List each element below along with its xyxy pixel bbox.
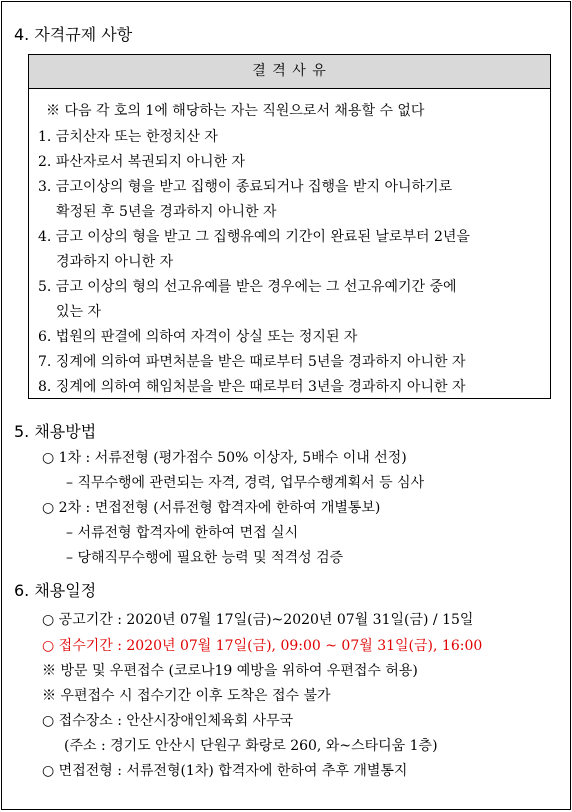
box-header: 결 격 사 유 — [29, 55, 550, 89]
disq-item-6: 6. 법원의 판결에 의하여 자격이 상실 또는 정지된 자 — [38, 329, 358, 345]
disq-item-5-cont: 있는 자 — [56, 304, 102, 320]
schedule-note-mail-deadline: ※ 우편접수 시 접수기간 이후 도착은 접수 불가 — [42, 688, 331, 704]
method-step-1-detail: – 직무수행에 관련되는 자격, 경력, 업무수행계획서 등 심사 — [66, 475, 425, 491]
schedule-application-period: ○ 접수기간 : 2020년 07월 17일(금), 09:00 ~ 07월 31일(금), 16:00 — [42, 638, 483, 654]
disq-item-2: 2. 파산자로서 복권되지 아니한 자 — [38, 154, 245, 170]
disq-item-8: 8. 징계에 의하여 해임처분을 받은 때로부터 3년을 경과하지 아니한 자 — [38, 379, 466, 395]
disq-item-7: 7. 징계에 의하여 파면처분을 받은 때로부터 5년을 경과하지 아니한 자 — [38, 354, 466, 370]
schedule-note-visit-mail: ※ 방문 및 우편접수 (코로나19 예방을 위하여 우편접수 허용) — [42, 663, 418, 679]
disq-item-5: 5. 금고 이상의 형의 선고유예를 받은 경우에는 그 선고유예기간 중에 — [38, 279, 457, 295]
schedule-notice-period: ○ 공고기간 : 2020년 07월 17일(금)~2020년 07월 31일(금) / 15일 — [42, 612, 474, 628]
schedule-interview: ○ 면접전형 : 서류전형(1차) 합격자에 한하여 추후 개별통지 — [42, 763, 408, 779]
schedule-location: ○ 접수장소 : 안산시장애인체육회 사무국 — [42, 713, 294, 729]
section5-title: 5. 채용방법 — [14, 422, 97, 441]
method-step-2-detail-1: – 서류전형 합격자에 한하여 면접 실시 — [66, 525, 299, 541]
disq-item-1: 1. 금치산자 또는 한정치산 자 — [38, 129, 218, 145]
document-page — [1, 1, 571, 810]
disq-item-3: 3. 금고이상의 형을 받고 집행이 종료되거나 집행을 받지 아니하기로 — [38, 179, 453, 195]
disq-item-4-cont: 경과하지 아니한 자 — [56, 254, 174, 270]
disq-note: ※ 다음 각 호의 1에 해당하는 자는 직원으로서 채용할 수 없다 — [46, 103, 425, 119]
method-step-2: ○ 2차 : 면접전형 (서류전형 합격자에 한하여 개별통보) — [42, 500, 381, 516]
method-step-1: ○ 1차 : 서류전형 (평가점수 50% 이상자, 5배수 이내 선정) — [42, 450, 407, 466]
schedule-address: (주소 : 경기도 안산시 단원구 화랑로 260, 와~스타디움 1층) — [64, 738, 438, 754]
method-step-2-detail-2: – 당해직무수행에 필요한 능력 및 적격성 검증 — [66, 550, 344, 566]
section4-title: 4. 자격규제 사항 — [14, 25, 133, 44]
disq-item-3-cont: 확정된 후 5년을 경과하지 아니한 자 — [56, 204, 277, 220]
disq-item-4: 4. 금고 이상의 형을 받고 그 집행유예의 기간이 완료된 날로부터 2년을 — [38, 229, 470, 245]
section6-title: 6. 채용일정 — [14, 581, 97, 600]
